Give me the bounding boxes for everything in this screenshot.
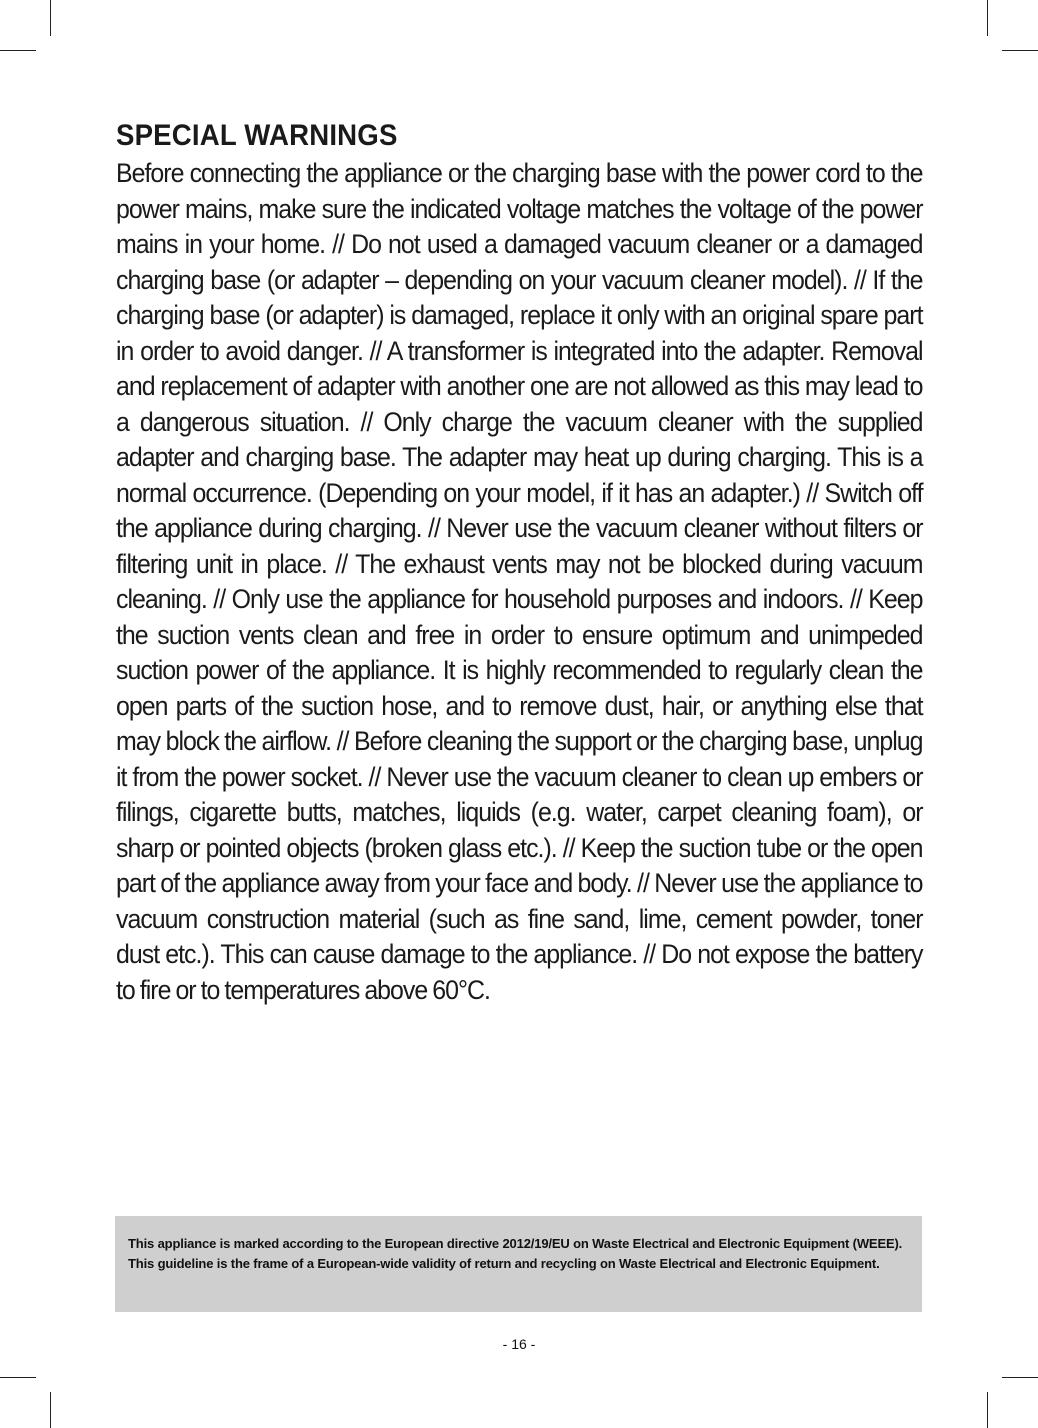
crop-mark [50,0,51,36]
crop-mark [0,1377,36,1378]
crop-mark [1002,50,1038,51]
weee-notice-box [115,1216,922,1312]
crop-mark [1002,1377,1038,1378]
crop-mark [0,50,36,51]
crop-mark [50,1392,51,1428]
warnings-body: Before connecting the appliance or the charging base with the power cord to the power mains, make sure the indicated voltage matches the voltage of the power mains in your home. // Do not used a damaged vacuum cleaner or a damaged charging base (or adapter – depending on your vacuum cleaner model). // If the charging base (or adapter) is damaged, replace it only with an original spare part in order to avoid danger. // A transformer is integrated into the adapter. Removal and replacement of adapter with another one are not allowed as this may lead to a dangerous situation. // Only charge the vacuum cleaner with the supplied adapter and charging base. The adapter may heat up during charging. This is a normal occurrence. (Depending on your model, if it has an adapter.) // Switch off the appliance during charging. // Never use the vacuum cleaner without filters or filtering unit in place. // The exhaust vents may not be blocked during vacuum cleaning. // Only use the appliance for household purposes and indoors. // Keep the suction vents clean and free in order to ensure optimum and unimpeded suction power of the appliance. It is highly recommended to regularly clean the open parts of the suction hose, and to remove dust, hair, or anything else that may block the airflow. // Before cleaning the support or the charging base, unplug it from the power socket. // Never use the vacuum cleaner to clean up embers or filings, cigarette butts, matches, liquids (e.g. water, carpet cleaning foam), or sharp or pointed objects (broken glass etc.). // Keep the suction tube or the open part of the appliance away from your face and body. // Never use the appliance to vacuum construction material (such as fine sand, lime, cement powder, toner dust etc.). This can cause damage to the appliance. // Do not expose the battery to fire or to temperatures above 60°C. [116,158,923,1005]
weee-notice-text: This appliance is marked according to the European directive 2012/19/EU on Waste Electrical and Electronic Equipment (WEEE). This guideline is the frame of a European-wide validity of return and recycling on Waste Electrical and Electronic Equipment. [128,1236,903,1271]
crop-mark [987,0,988,36]
page-number: - 16 - [502,1336,536,1352]
section-heading: SPECIAL WARNINGS [116,119,398,152]
warnings-section [116,118,922,1008]
crop-mark [987,1392,988,1428]
